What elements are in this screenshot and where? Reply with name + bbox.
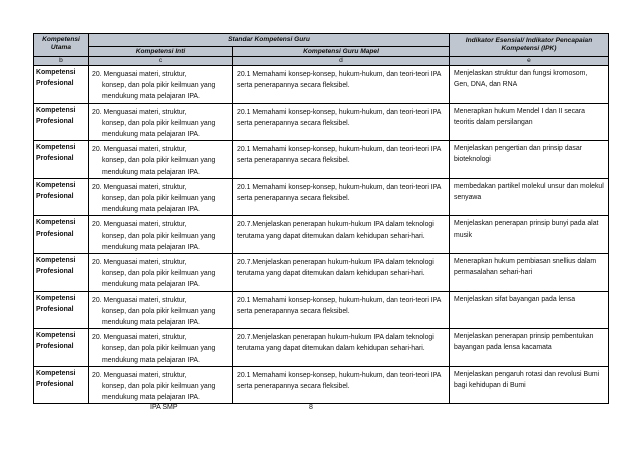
kompetensi-inti-cell bbox=[89, 103, 233, 141]
header-kompetensi-inti: Kompetensi Inti bbox=[89, 47, 233, 57]
kompetensi-inti-continuation: konsep, dan pola pikir keilmuan yang mendukung mata pelajaran IPA. bbox=[102, 157, 216, 176]
header-letter: d bbox=[233, 57, 450, 66]
kompetensi-utama-cell: Kompetensi Profesional bbox=[34, 216, 89, 254]
indikator-cell: membedakan partikel molekul unsur dan molekul senyawa bbox=[450, 178, 609, 216]
indikator-cell: Menjelaskan penerapan prinsip pembentukan bayangan pada lensa kacamata bbox=[450, 329, 609, 367]
indikator-cell: Menjelaskan sifat bayangan pada lensa bbox=[450, 291, 609, 329]
kompetensi-mapel-cell: 20.1 Memahami konsep-konsep, hukum-hukum, dan teori-teori IPA serta penerapannya secara fleksibel. bbox=[233, 141, 450, 179]
header-standar-kompetensi: Standar Kompetensi Guru bbox=[89, 34, 450, 47]
kompetensi-inti-cell bbox=[89, 141, 233, 179]
kompetensi-inti-first-line: 20. Menguasai materi, struktur, bbox=[92, 183, 187, 191]
header-indikator: Indikator Esensial/ Indikator Pencapaian Kompetensi (IPK) bbox=[450, 34, 609, 57]
kompetensi-inti-continuation: konsep, dan pola pikir keilmuan yang mendukung mata pelajaran IPA. bbox=[102, 195, 216, 214]
table-row bbox=[34, 66, 609, 104]
table-row bbox=[34, 366, 609, 404]
kompetensi-inti-cell bbox=[89, 216, 233, 254]
table-row bbox=[34, 254, 609, 292]
kompetensi-mapel-cell: 20.1 Memahami konsep-konsep, hukum-hukum, dan teori-teori IPA serta penerapannya secara fleksibel. bbox=[233, 66, 450, 104]
header-letter: b bbox=[34, 57, 89, 66]
kompetensi-inti-cell bbox=[89, 254, 233, 292]
kompetensi-mapel-cell: 20.7.Menjelaskan penerapan hukum-hukum IPA dalam teknologi terutama yang dapat ditemukan dalam kehidupan sehari-hari. bbox=[233, 329, 450, 367]
kompetensi-inti-cell bbox=[89, 178, 233, 216]
header-letter: e bbox=[450, 57, 609, 66]
table-row bbox=[34, 216, 609, 254]
table-row bbox=[34, 103, 609, 141]
kompetensi-inti-first-line: 20. Menguasai materi, struktur, bbox=[92, 221, 187, 229]
kompetensi-inti-first-line: 20. Menguasai materi, struktur, bbox=[92, 334, 187, 342]
kompetensi-inti-cell bbox=[89, 66, 233, 104]
indikator-cell: Menjelaskan pengaruh rotasi dan revolusi Bumi bagi kehidupan di Bumi bbox=[450, 366, 609, 404]
kompetensi-utama-cell: Kompetensi Profesional bbox=[34, 66, 89, 104]
kompetensi-inti-continuation: konsep, dan pola pikir keilmuan yang mendukung mata pelajaran IPA. bbox=[102, 383, 216, 402]
kompetensi-mapel-cell: 20.7.Menjelaskan penerapan hukum-hukum IPA dalam teknologi terutama yang dapat ditemukan dalam kehidupan sehari-hari. bbox=[233, 216, 450, 254]
header-kompetensi-mapel: Kompetensi Guru Mapel bbox=[233, 47, 450, 57]
kompetensi-inti-first-line: 20. Menguasai materi, struktur, bbox=[92, 259, 187, 267]
header-kompetensi-utama: Kompetensi Utama bbox=[34, 34, 89, 57]
indikator-cell: Menjelaskan penerapan prinsip bunyi pada alat musik bbox=[450, 216, 609, 254]
kompetensi-mapel-cell: 20.1 Memahami konsep-konsep, hukum-hukum, dan teori-teori IPA serta penerapannya secara fleksibel. bbox=[233, 291, 450, 329]
kompetensi-inti-first-line: 20. Menguasai materi, struktur, bbox=[92, 371, 187, 379]
indikator-cell: Menjelaskan pengertian dan prinsip dasar bioteknologi bbox=[450, 141, 609, 179]
table-row bbox=[34, 141, 609, 179]
kompetensi-inti-continuation: konsep, dan pola pikir keilmuan yang mendukung mata pelajaran IPA. bbox=[102, 307, 216, 327]
kompetensi-inti-first-line: 20. Menguasai materi, struktur, bbox=[92, 71, 187, 78]
indikator-cell: Menerapkan hukum Mendel I dan II secara teoritis dalam persilangan bbox=[450, 103, 609, 141]
kompetensi-inti-first-line: 20. Menguasai materi, struktur, bbox=[92, 296, 187, 304]
kompetensi-inti-first-line: 20. Menguasai materi, struktur, bbox=[92, 146, 187, 154]
kompetensi-mapel-cell: 20.7.Menjelaskan penerapan hukum-hukum IPA dalam teknologi terutama yang dapat ditemukan dalam kehidupan sehari-hari. bbox=[233, 254, 450, 292]
kompetensi-inti-cell bbox=[89, 291, 233, 329]
kompetensi-inti-continuation: konsep, dan pola pikir keilmuan yang mendukung mata pelajaran IPA. bbox=[102, 270, 216, 289]
indikator-cell: Menerapkan hukum pembiasan snellius dalam permasalahan sehari-hari bbox=[450, 254, 609, 292]
kompetensi-inti-cell bbox=[89, 329, 233, 367]
kompetensi-mapel-cell: 20.1 Memahami konsep-konsep, hukum-hukum, dan teori-teori IPA serta penerapannya secara fleksibel. bbox=[233, 178, 450, 216]
kompetensi-inti-continuation: konsep, dan pola pikir keilmuan yang mendukung mata pelajaran IPA. bbox=[102, 345, 216, 364]
kompetensi-mapel-cell: 20.1 Memahami konsep-konsep, hukum-hukum, dan teori-teori IPA serta penerapannya secara fleksibel. bbox=[233, 366, 450, 404]
kompetensi-inti-cell bbox=[89, 366, 233, 404]
page-number: 8 bbox=[309, 404, 313, 411]
kompetensi-utama-cell: Kompetensi Profesional bbox=[34, 254, 89, 292]
indikator-cell: Menjelaskan struktur dan fungsi kromosom, Gen, DNA, dan RNA bbox=[450, 66, 609, 104]
table-row bbox=[34, 178, 609, 216]
competency-table bbox=[33, 33, 609, 404]
kompetensi-utama-cell: Kompetensi Profesional bbox=[34, 366, 89, 404]
kompetensi-utama-cell: Kompetensi Profesional bbox=[34, 103, 89, 141]
table-row bbox=[34, 291, 609, 329]
kompetensi-inti-continuation: konsep, dan pola pikir keilmuan yang mendukung mata pelajaran IPA. bbox=[102, 232, 216, 251]
kompetensi-utama-cell: Kompetensi Profesional bbox=[34, 141, 89, 179]
kompetensi-utama-cell: Kompetensi Profesional bbox=[34, 178, 89, 216]
document-page bbox=[33, 33, 608, 404]
kompetensi-inti-continuation: konsep, dan pola pikir keilmuan yang mendukung mata pelajaran IPA. bbox=[102, 82, 216, 101]
footer-subject: IPA SMP bbox=[150, 404, 178, 411]
kompetensi-utama-cell: Kompetensi Profesional bbox=[34, 329, 89, 367]
table-row bbox=[34, 329, 609, 367]
kompetensi-inti-continuation: konsep, dan pola pikir keilmuan yang mendukung mata pelajaran IPA. bbox=[102, 119, 216, 139]
kompetensi-inti-first-line: 20. Menguasai materi, struktur, bbox=[92, 108, 187, 116]
header-letter: c bbox=[89, 57, 233, 66]
table-body bbox=[34, 66, 609, 404]
kompetensi-mapel-cell: 20.1 Memahami konsep-konsep, hukum-hukum, dan teori-teori IPA serta penerapannya secara fleksibel. bbox=[233, 103, 450, 141]
kompetensi-utama-cell: Kompetensi Profesional bbox=[34, 291, 89, 329]
